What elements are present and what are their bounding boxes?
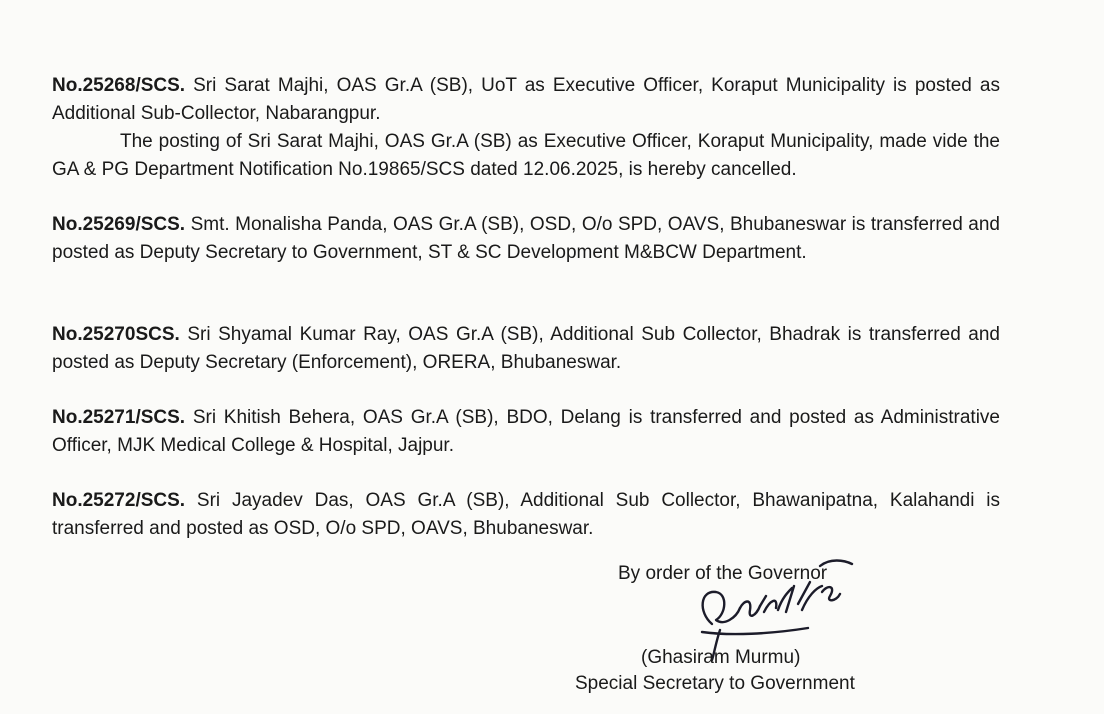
order-paragraph <box>52 321 1000 377</box>
order-note: The posting of Sri Sarat Majhi, OAS Gr.A (SB) as Executive Officer, Koraput Municipality, made vide the GA & PG Department Notification No.19865/SCS dated 12.06.2025, is hereby cancelled. <box>52 131 1000 180</box>
order-paragraph <box>52 404 1000 460</box>
order-paragraph <box>52 72 1000 184</box>
order-text: Sri Shyamal Kumar Ray, OAS Gr.A (SB), Additional Sub Collector, Bhadrak is transferred and posted as Deputy Secretary (Enforcement), ORERA, Bhubaneswar. <box>52 324 1000 373</box>
order-text: Sri Khitish Behera, OAS Gr.A (SB), BDO, Delang is transferred and posted as Administrative Officer, MJK Medical College & Hospital, Jajpur. <box>52 407 1000 456</box>
order-paragraph <box>52 211 1000 267</box>
order-reference: No.25271/SCS. <box>52 407 186 428</box>
order-paragraph <box>52 487 1000 543</box>
order-reference: No.25269/SCS. <box>52 214 186 235</box>
signatory-name: (Ghasiram Murmu) <box>641 647 801 668</box>
order-reference: No.25268/SCS. <box>52 75 186 96</box>
order-text: Smt. Monalisha Panda, OAS Gr.A (SB), OSD, O/o SPD, OAVS, Bhubaneswar is transferred and posted as Deputy Secretary to Government, ST & SC Development M&BCW Department. <box>52 214 1000 263</box>
order-reference: No.25270SCS. <box>52 324 180 345</box>
signatory-designation: Special Secretary to Government <box>575 673 855 694</box>
order-body <box>52 404 1000 460</box>
order-text: Sri Sarat Majhi, OAS Gr.A (SB), UoT as Executive Officer, Koraput Municipality is posted as Additional Sub-Collector, Nabarangpur. <box>52 75 1000 124</box>
order-reference: No.25272/SCS. <box>52 490 186 511</box>
order-body <box>52 72 1000 128</box>
order-body <box>52 211 1000 267</box>
order-body <box>52 487 1000 543</box>
order-body <box>52 321 1000 377</box>
by-order-line: By order of the Governor <box>618 563 828 584</box>
order-text: Sri Jayadev Das, OAS Gr.A (SB), Additional Sub Collector, Bhawanipatna, Kalahandi is transferred and posted as OSD, O/o SPD, OAVS, Bhubaneswar. <box>52 490 1000 539</box>
